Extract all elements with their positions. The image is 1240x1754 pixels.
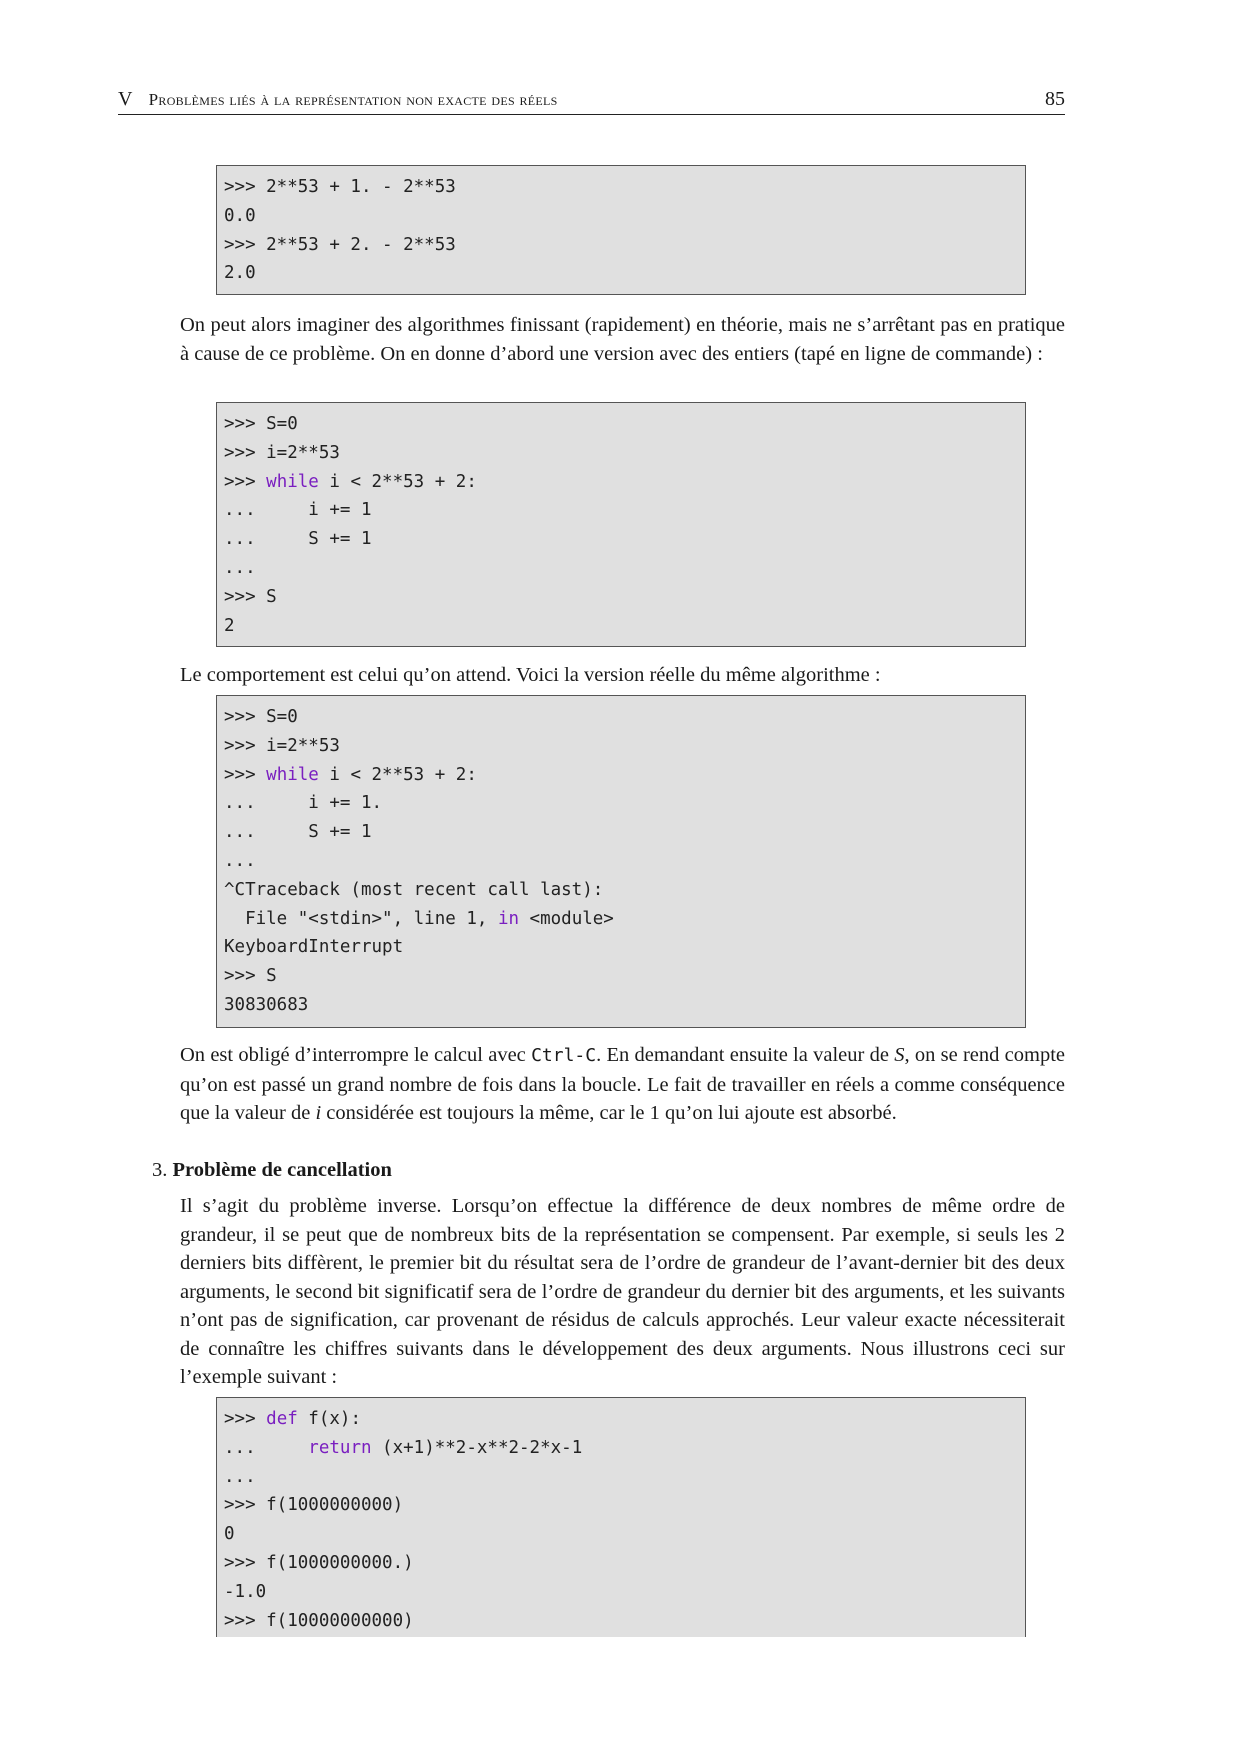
inline-code: Ctrl-C — [531, 1045, 597, 1066]
code-line: ... i += 1. — [224, 793, 383, 814]
page-header — [118, 84, 1065, 115]
code-line: ... S += 1 — [224, 822, 372, 843]
code-line: 30830683 — [224, 994, 309, 1015]
code-line: ... S += 1 — [224, 529, 372, 550]
running-title — [118, 88, 558, 111]
code-line: >>> f(10000000000) — [224, 1610, 414, 1631]
keyword: while — [266, 471, 319, 492]
code-line: -1.0 — [224, 1581, 267, 1602]
paragraph-4: Il s’agit du problème inverse. Lorsqu’on effectue la différence de deux nombres de même ordre de grandeur, il se peut que de nombreux bits de la représentation se compensent. Par exemple, si seuls les 2 derniers bits diffèrent, le premier bit du résultat sera de l’ordre de grandeur de l’avant-dernier bit des deux arguments, le second bit significatif sera de l’ordre de grandeur du dernier bit des arguments, et les suivants n’ont pas de signification, car provenant de résidus de calculs approchés. Leur valeur exacte nécessiterait de connaître les chiffres suivants dans le développement des deux arguments. Nous illustrons ceci sur l’exemple suivant : — [180, 1195, 1065, 1388]
section-number: 3. — [152, 1159, 168, 1181]
paragraph-1: On peut alors imaginer des algorithmes finissant (rapidement) en théorie, mais ne s’arrêtant pas en pratique à cause de ce problème. On en donne d’abord une version avec des entiers (tapé en ligne de commande) : — [180, 314, 1065, 365]
code-line: ... — [224, 1466, 256, 1487]
code-line: ... — [224, 850, 256, 871]
keyword: return — [308, 1437, 372, 1458]
section-heading — [152, 1159, 392, 1182]
keyword: def — [266, 1409, 298, 1429]
code-line: >>> while i < 2**53 + 2: — [224, 764, 477, 785]
code-line: 2.0 — [224, 263, 256, 284]
paragraph-2: Le comportement est celui qu’on attend. Voici la version réelle du même algorithme : — [180, 664, 881, 686]
code-line: >>> 2**53 + 1. - 2**53 — [224, 177, 456, 197]
code-line: >>> S=0 — [224, 414, 298, 434]
math-var: i — [315, 1102, 322, 1124]
code-line: >>> i=2**53 — [224, 735, 340, 756]
code-line: KeyboardInterrupt — [224, 937, 404, 958]
code-line: >>> def f(x): — [224, 1409, 361, 1429]
page-number: 85 — [1045, 88, 1065, 110]
code-block-4 — [216, 1397, 1026, 1637]
code-line: >>> while i < 2**53 + 2: — [224, 471, 477, 492]
code-line: >>> S — [224, 586, 277, 607]
code-line: ... i += 1 — [224, 500, 372, 521]
code-line: ... return (x+1)**2-x**2-2*x-1 — [224, 1437, 583, 1458]
code-block-1 — [216, 165, 1026, 295]
code-line: >>> i=2**53 — [224, 442, 340, 463]
code-line: File "<stdin>", line 1, in <module> — [224, 908, 614, 929]
code-line: >>> S=0 — [224, 707, 298, 727]
code-line: >>> f(1000000000) — [224, 1495, 404, 1516]
code-block-3 — [216, 695, 1026, 1028]
paragraph-3: On est obligé d’interrompre le calcul avec Ctrl-C. En demandant ensuite la valeur de S, on se rend compte qu’on est passé un grand nombre de fois dans la boucle. Le fait de travailler en réels a comme conséquence que la valeur de i considérée est toujours la même, car le 1 qu’on lui ajoute est absorbé. — [180, 1044, 1066, 1124]
code-line: 0 — [224, 1524, 235, 1545]
code-line: >>> 2**53 + 2. - 2**53 — [224, 234, 456, 255]
chapter-title: Problèmes liés à la représentation non exacte des réels — [148, 90, 558, 109]
code-line: 2 — [224, 615, 235, 636]
keyword: while — [266, 764, 319, 785]
code-line: ... — [224, 557, 256, 578]
section-title: Problème de cancellation — [172, 1159, 392, 1181]
code-line: 0.0 — [224, 205, 256, 226]
code-line: >>> S — [224, 966, 277, 987]
code-line: ^CTraceback (most recent call last): — [224, 879, 604, 900]
code-block-2 — [216, 402, 1026, 647]
chapter-number: V — [118, 88, 133, 110]
code-line: >>> f(1000000000.) — [224, 1552, 414, 1573]
keyword: in — [497, 908, 520, 929]
math-var: S — [894, 1044, 905, 1066]
